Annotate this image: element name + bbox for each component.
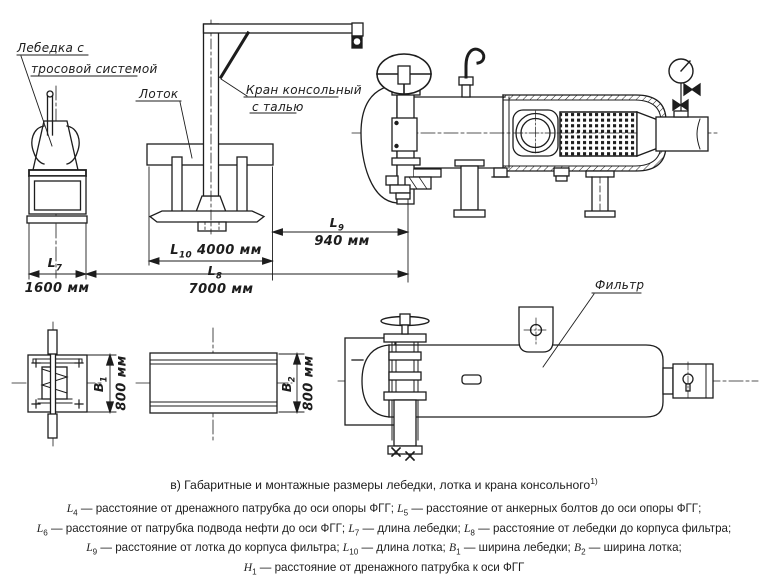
legend-line: $H_1$ — расстояние от дренажного патрубка к оси ФГГ — [243, 560, 525, 576]
figure-caption: в) Габаритные и монтажные размеры лебедки, лотка и крана консольного$^{1)}$ — [170, 476, 598, 493]
dim-l8-symbol: $L_8$ — [207, 263, 223, 282]
crane-label-line1: Кран консольный — [246, 83, 362, 97]
legend-line: $L_9$ — расстояние от лотка до корпуса фильтра; $L_{10}$ — длина лотка; $B_1$ — ширина лебедки; $B_2$ — ширина лотка; — [86, 541, 682, 557]
tray-label: Лоток — [139, 87, 179, 101]
dim-b2-value: 800 мм — [301, 355, 317, 411]
winch-label-line1: Лебедка с — [17, 41, 85, 55]
console-crane — [204, 20, 364, 234]
filter-plan-view — [338, 293, 758, 460]
figure-legend — [0, 501, 768, 577]
dim-l7-value: 1600 мм — [24, 281, 90, 296]
dim-b1-value: 800 мм — [114, 355, 130, 411]
legend-line: $L_4$ — расстояние от дренажного патрубка до оси опоры ФГГ; $L_5$ — расстояние от анкерных болтов до оси опоры ФГГ; — [66, 502, 702, 518]
dim-l9-symbol: $L_9$ — [329, 215, 345, 234]
dim-l9-value: 940 мм — [314, 234, 370, 249]
filter-vessel-side-view — [352, 49, 718, 217]
dim-l7-symbol: $L_7$ — [47, 255, 63, 274]
dim-l8-value: 7000 мм — [188, 282, 254, 297]
filter-label: Фильтр — [595, 278, 645, 292]
legend-line: $L_6$ — расстояние от патрубка подвода нефти до оси ФГГ; $L_7$ — длина лебедки; $L_8$ — расстояние от лебедки до корпуса фильтра; — [36, 521, 732, 537]
winch-front-view — [17, 55, 137, 278]
winch-label-line2: тросовой системой — [31, 62, 158, 76]
dim-b2-symbol: $B_2$ — [278, 375, 298, 393]
dim-b1-symbol: $B_1$ — [90, 375, 110, 393]
crane-label-line2: с талью — [252, 100, 304, 114]
dim-l10-label: $L_{10}$ 4000 мм — [170, 243, 262, 261]
